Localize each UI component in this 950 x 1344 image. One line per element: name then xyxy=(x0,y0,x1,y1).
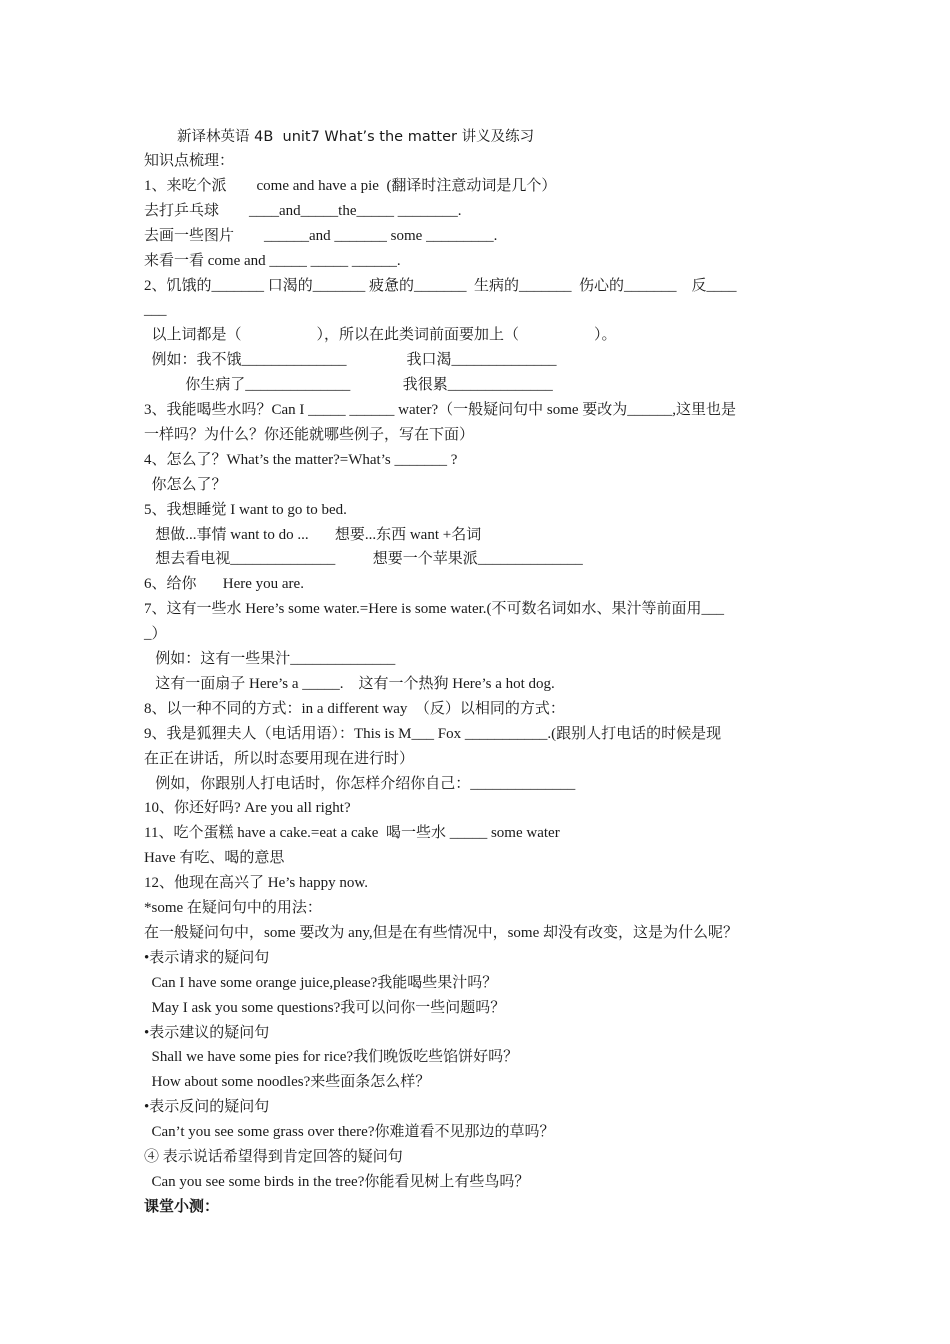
text-line: Can you see some birds in the tree?你能看见树上有些鸟吗？ xyxy=(144,1174,530,1190)
text-line: 7、这有一些水 Here’s some water.=Here is some water.(不可数名词如水、果汁等前面用___ xyxy=(144,601,725,617)
text-line: ___ xyxy=(144,302,167,318)
text-line: 11、吃个蛋糕 have a cake.=eat a cake 喝一些水 _____ some water xyxy=(144,825,560,841)
text-line: Shall we have some pies for rice?我们晚饭吃些馅饼好吗？ xyxy=(144,1049,519,1065)
text-line: May I ask you some questions?我可以问你一些问题吗？ xyxy=(144,1000,506,1016)
text-line: 例如，你跟别人打电话时，你怎样介绍你自己：______________ xyxy=(144,776,576,792)
text-line: 3、我能喝些水吗？Can I _____ ______ water?（一般疑问句中 some 要改为______,这里也是 xyxy=(144,402,737,418)
text-line: 以上词都是（ ），所以在此类词前面要加上（ ）。 xyxy=(144,327,617,343)
text-line: 5、我想睡觉 I want to go to bed. xyxy=(144,502,347,518)
text-line: *some 在疑问句中的用法： xyxy=(144,900,322,916)
text-line: How about some noodles?来些面条怎么样？ xyxy=(144,1074,431,1090)
text-line: 知识点梳理： xyxy=(144,153,235,169)
text-line: 2、饥饿的_______ 口渴的_______ 疲惫的_______ 生病的_______ 伤心的_______ 反____ xyxy=(144,278,737,294)
text-line: 这有一面扇子 Here’s a _____. 这有一个热狗 Here’s a hot dog. xyxy=(144,676,555,692)
text-line: 去画一些图片 ______and _______ some _________. xyxy=(144,228,498,244)
text-line: 你怎么了？ xyxy=(144,477,227,493)
text-line: 例如：我不饿______________ 我口渴______________ xyxy=(144,352,557,368)
text-line: ④ 表示说话希望得到肯定回答的疑问句 xyxy=(144,1149,403,1165)
text-line: 8、以一种不同的方式：in a different way （反）以相同的方式： xyxy=(144,701,565,717)
text-line: 10、你还好吗? Are you all right? xyxy=(144,800,351,816)
text-line: •表示请求的疑问句 xyxy=(144,950,270,966)
text-line: 1、来吃个派 come and have a pie (翻译时注意动词是几个） xyxy=(144,178,557,194)
text-line: _） xyxy=(144,626,167,642)
text-line: •表示反问的疑问句 xyxy=(144,1099,270,1115)
text-line: 去打乒乓球 ____and_____the_____ ________. xyxy=(144,203,462,219)
document-title: 新译林英语 4B unit7 What’s the matter 讲义及练习 xyxy=(177,129,535,145)
text-line: 来看一看 come and _____ _____ ______. xyxy=(144,253,401,269)
text-line: 在一般疑问句中，some 要改为 any,但是在有些情况中，some 却没有改变，这是为什么呢？ xyxy=(144,925,739,941)
text-line: •表示建议的疑问句 xyxy=(144,1025,270,1041)
text-line: 想做...事情 want to do ... 想要...东西 want +名词 xyxy=(144,527,482,543)
text-line: 6、给你 Here you are. xyxy=(144,576,304,592)
text-line: 你生病了______________ 我很累______________ xyxy=(144,377,553,393)
text-line: 12、他现在高兴了 He’s happy now. xyxy=(144,875,369,891)
text-line: 想去看电视______________ 想要一个苹果派______________ xyxy=(144,551,583,567)
text-line: 4、怎么了？What’s the matter?=What’s _______ ? xyxy=(144,452,458,468)
section-heading: 课堂小测： xyxy=(144,1199,220,1215)
text-line: 例如：这有一些果汁______________ xyxy=(144,651,396,667)
text-line: Can I have some orange juice,please?我能喝些果汁吗？ xyxy=(144,975,498,991)
text-line: Have 有吃、喝的意思 xyxy=(144,850,285,866)
text-line: 在正在讲话，所以时态要用现在进行时） xyxy=(144,751,415,767)
text-line: Can’t you see some grass over there?你难道看不见那边的草吗？ xyxy=(144,1124,555,1140)
text-line: 一样吗？为什么？你还能就哪些例子，写在下面） xyxy=(144,427,475,443)
text-line: 9、我是狐狸夫人（电话用语）：This is M___ Fox ___________.(跟别人打电话的时候是现 xyxy=(144,726,722,742)
